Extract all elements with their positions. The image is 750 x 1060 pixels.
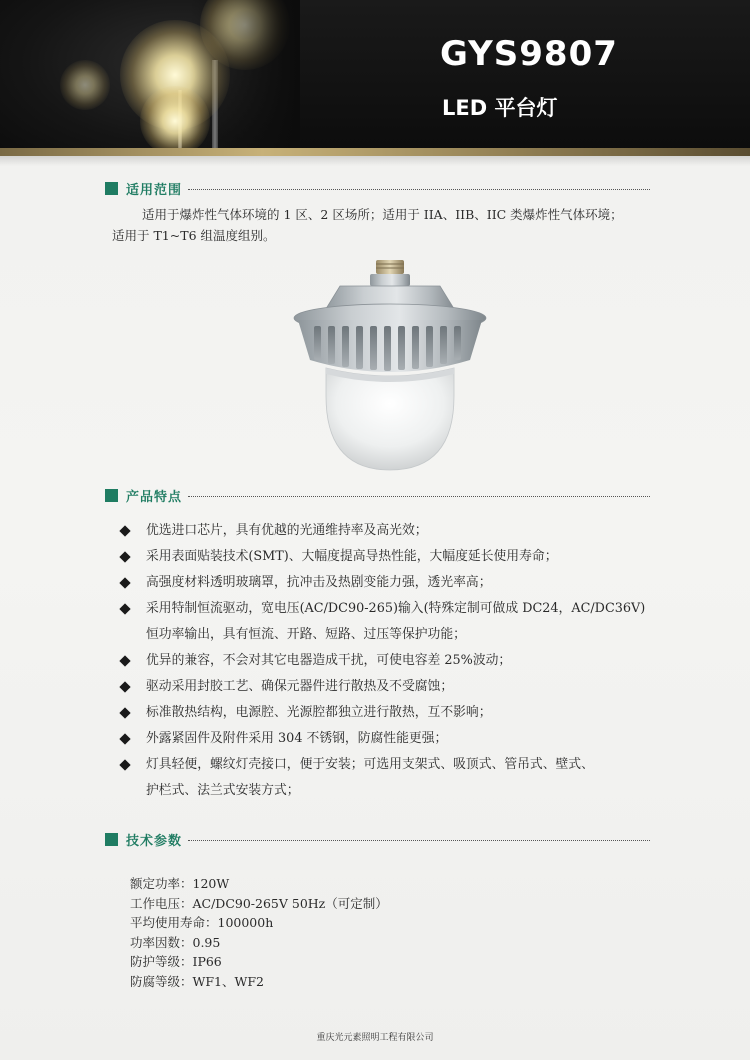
diamond-bullet-icon [119, 707, 130, 718]
diamond-bullet-icon [119, 577, 130, 588]
product-lamp-image [288, 256, 492, 472]
section-heading-scope [105, 178, 650, 198]
features-list [120, 518, 680, 804]
diamond-bullet-icon [119, 603, 130, 614]
diamond-bullet-icon [119, 733, 130, 744]
section-square-icon [105, 833, 118, 846]
spec-ip-rating: 防护等级：IP66 [130, 954, 222, 969]
section-title: 产品特点 [126, 489, 183, 505]
list-item: 采用特制恒流驱动，宽电压(AC/DC90-265)输入(特殊定制可做成 DC24，AC/DC36V) 恒功率输出，具有恒流、开路、短路、过压等保护功能； [120, 596, 680, 648]
product-model: GYS9807 [440, 34, 618, 74]
section-heading-specs [105, 829, 650, 849]
diamond-bullet-icon [119, 759, 130, 770]
diamond-bullet-icon [119, 525, 130, 536]
floodlight-photo [0, 0, 300, 156]
diamond-bullet-icon [119, 551, 130, 562]
header-banner [0, 0, 750, 156]
spec-voltage: 工作电压：AC/DC90-265V 50Hz（可定制） [130, 895, 388, 911]
spec-power-factor: 功率因数：0.95 [130, 934, 221, 950]
scope-line: 适用于 T1~T6 组温度组别。 [112, 228, 276, 243]
dotted-divider [188, 189, 650, 190]
dotted-divider [188, 496, 650, 497]
section-square-icon [105, 489, 118, 502]
specs-list [130, 874, 530, 991]
list-item: 灯具轻便，螺纹灯壳接口，便于安装；可选用支架式、吸顶式、管吊式、壁式、 护栏式、法兰式安装方式； [120, 752, 680, 804]
diamond-bullet-icon [119, 681, 130, 692]
spec-lifetime: 平均使用寿命：100000h [130, 915, 274, 930]
list-item: 驱动采用封胶工艺、确保元器件进行散热及不受腐蚀； [120, 674, 680, 700]
section-title: 适用范围 [126, 182, 183, 198]
product-subtitle: LED 平台灯 [442, 96, 558, 120]
list-item: 优异的兼容，不会对其它电器造成干扰，可使电容差 25%波动； [120, 648, 680, 674]
section-title: 技术参数 [126, 833, 183, 849]
section-heading-features [105, 485, 650, 505]
list-item: 优选进口芯片，具有优越的光通维持率及高光效； [120, 518, 680, 544]
company-footer: 重庆光元素照明工程有限公司 [316, 1033, 434, 1043]
list-item: 标准散热结构，电源腔、光源腔都独立进行散热，互不影响； [120, 700, 680, 726]
spec-anticorrosion: 防腐等级：WF1、WF2 [130, 973, 264, 989]
diamond-bullet-icon [119, 655, 130, 666]
spec-rated-power: 额定功率：120W [130, 876, 230, 891]
section-square-icon [105, 182, 118, 195]
list-item: 外露紧固件及附件采用 304 不锈钢，防腐性能更强； [120, 726, 680, 752]
banner-gold-bar [0, 148, 750, 156]
dotted-divider [188, 840, 650, 841]
list-item: 高强度材料透明玻璃罩，抗冲击及热剧变能力强，透光率高； [120, 570, 680, 596]
scope-text [112, 204, 672, 246]
list-item: 采用表面贴装技术(SMT)、大幅度提高导热性能，大幅度延长使用寿命； [120, 544, 680, 570]
scope-line: 适用于爆炸性气体环境的 1 区、2 区场所；适用于 IIA、IIB、IIC 类爆炸性气体环境； [142, 207, 623, 222]
